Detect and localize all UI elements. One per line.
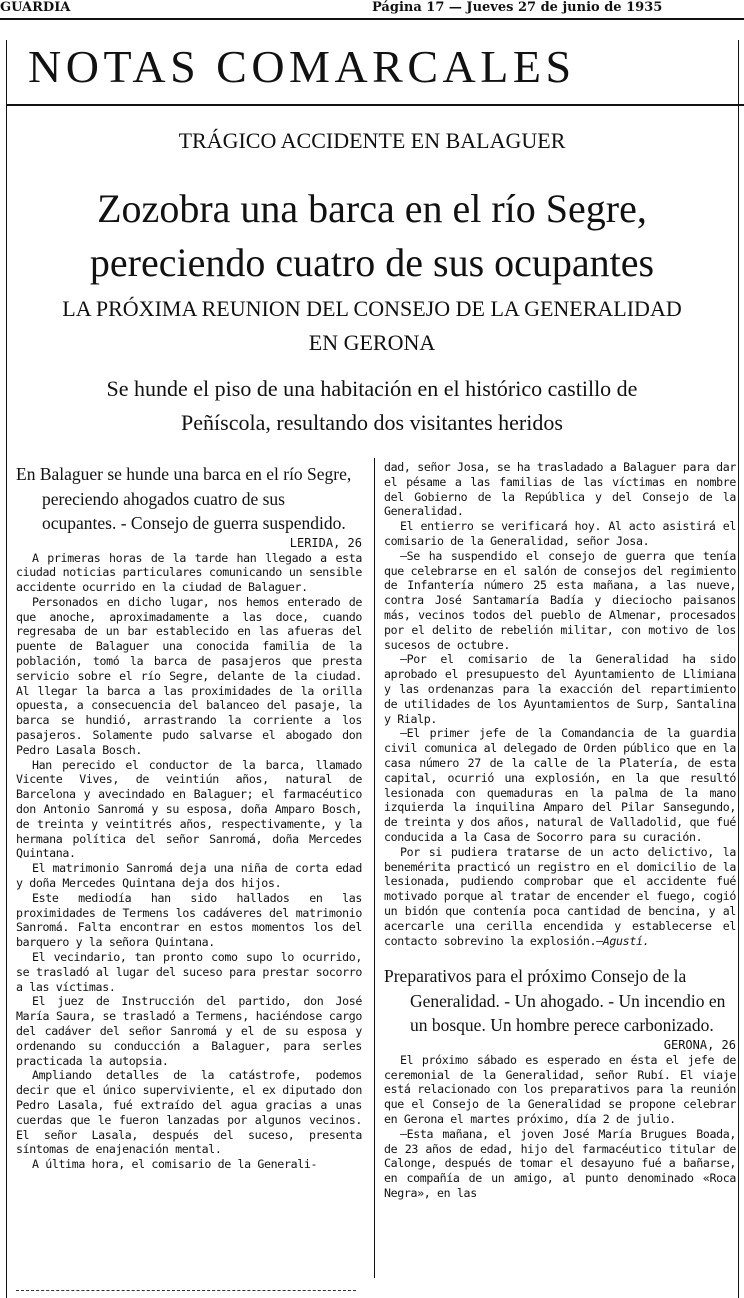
- page-header-bar: [0, 0, 744, 20]
- article1-paragraph: Personados en dicho lugar, nos hemos enterado de que anoche, aproximadamente a las doce, cuando regresaba de un bar establecido en las afueras del puente de Balaguer una conocida familia de la población, tomó la barca de pasajeros que presta servicio sobre el río Segre, delante de la ciudad. Al llegar la barca a las proximidades de la orilla opuesta, a consecuencia del balanceo del pasaje, la barca se hundió, arrastrando la corriente a los pasajeros. Solamente pudo salvarse el abogado don Pedro Lasala Bosch.: [16, 594, 362, 757]
- headline-peniscola-line2: Peñíscola, resultando dos visitantes heridos: [181, 410, 563, 435]
- headline-generalidad-line2: EN GERONA: [308, 330, 436, 355]
- article1-dateline: LERIDA, 26: [289, 535, 362, 550]
- article2-dateline: GERONA, 26: [663, 1037, 736, 1052]
- article1-continued-paragraph: —Por el comisario de la Generalidad ha sido aprobado el presupuesto del Ayuntamiento de Llimiana y las ordenanzas para la exacción del repartimiento de utilidades de los Ayuntamientos de Surp, Santalina y Rialp.: [384, 652, 736, 726]
- article1-signature: Agustí.: [602, 933, 650, 948]
- headline-peniscola-line1: Se hunde el piso de una habitación en el histórico castillo de: [106, 376, 638, 401]
- article2-subhead: Preparativos para el próximo Consejo de la Generalidad. - Un ahogado. - Un incendio en un bosque. Un hombre perece carbonizado.: [384, 966, 726, 1036]
- main-headline-line2: pereciendo cuatro de sus ocupantes: [89, 240, 655, 285]
- column-left: [16, 462, 362, 1172]
- article1-paragraph: El juez de Instrucción del partido, don José María Saura, se trasladó a Termens, haciéndose cargo del cadáver del señor Sanromá y el de su esposa y ordenando su conducción a Balaguer, para serles practicada la autopsia.: [16, 994, 362, 1068]
- article1-paragraph: El vecindario, tan pronto como supo lo ocurrido, se trasladó al lugar del suceso para prestar socorro a las víctimas.: [16, 950, 362, 994]
- article1-paragraph: A última hora, el comisario de la Generali-: [32, 1157, 318, 1172]
- masthead-rule: [6, 104, 744, 106]
- article1-closing-text: Por si pudiera tratarse de un acto delictivo, la benemérita practicó un registro en el domicilio de la lesionada, pudiendo comprobar que el accidente fué motivado porque al tratar de encender el fuego, cogió un bidón que contenía poca cantidad de bencina, y al acercarle una cerilla encendida y establecerse el contacto sobrevino la explosión.—: [384, 844, 736, 948]
- article1-paragraph: A primeras horas de la tarde han llegado a esta ciudad noticias particulares comunicando un sensible accidente ocurrido en la ciudad de Balaguer.: [16, 550, 362, 595]
- article1-subhead: En Balaguer se hunde una barca en el río Segre, pereciendo ahogados cuatro de sus ocupantes. - Consejo de guerra suspendido.: [16, 464, 352, 533]
- article1-continued-paragraph: —El primer jefe de la Comandancia de la guardia civil comunica al delegado de Orden público que en la casa número 27 de la calle de la Platería, de esta capital, ocurrió una explosión, en la que resultó lesionada con quemaduras en la palma de la mano izquierda la inquilina Amparo del Pilar Sansegundo, de treinta y dos años, natural de Valladolid, que fué conducida a la Casa de Socorro para su curación.: [384, 726, 736, 844]
- article1-paragraph: Este mediodía han sido hallados en las proximidades de Termens los cadáveres del matrimonio Sanromá. Falta encontrar en estos momentos los del barquero y la señora Quintana.: [16, 890, 362, 950]
- column-right: [384, 460, 736, 1201]
- article1-paragraph: El matrimonio Sanromá deja una niña de corta edad y doña Mercedes Quintana deja dos hijos.: [16, 861, 362, 891]
- article1-continued-paragraph: [384, 845, 736, 949]
- article2-paragraph: —Esta mañana, el joven José María Brugues Boada, de 23 años de edad, hijo del farmacéutico titular de Calonge, después de tomar el desayuno fué a bañarse, en compañía de un amigo, al punto denominado «Roca Negra», en las: [384, 1126, 736, 1200]
- article1-paragraph: Han perecido el conductor de la barca, llamado Vicente Vives, de veintiún años, natural de Barcelona y avecindado en Balaguer; el farmacéutico don Antonio Sanromá y su esposa, doña Amparo Bosch, de treinta y veintitrés años, respectivamente, y la hermana política del señor Sanromá, doña Mercedes Quintana.: [16, 757, 362, 861]
- article2-paragraph: El próximo sábado es esperado en ésta el jefe de ceremonial de la Generalidad, señor Rubí. El viaje está relacionado con los preparativos para la reunión que el Consejo de la Generalidad se propone celebrar en Gerona el martes próximo, día 2 de julio.: [384, 1052, 736, 1126]
- column-end-rule: [16, 1290, 356, 1291]
- headline-tragic-accident: TRÁGICO ACCIDENTE EN BALAGUER: [178, 128, 566, 153]
- article1-continued-paragraph: El entierro se verificará hoy. Al acto asistirá el comisario de la Generalidad, señor Josa.: [384, 519, 736, 548]
- section-masthead: NOTAS COMARCALES: [28, 41, 576, 92]
- article1-continued-paragraph: dad, señor Josa, se ha trasladado a Balaguer para dar el pésame a las familias de las víctimas en nombre del Gobierno de la República y del Consejo de la Generalidad.: [384, 460, 736, 519]
- main-headline: [0, 182, 744, 290]
- article1-continued-paragraph: —Se ha suspendido el consejo de guerra que tenía que celebrarse en el salón de consejos del regimiento de Infantería número 25 esta mañana, a las nueve, contra José Santamaría Badía y dieciocho paisanos más, vecinos todos del pueblo de Almenar, procesados por el delito de rebelión militar, con motivo de los sucesos de octubre.: [384, 548, 736, 652]
- headline-generalidad: [0, 292, 744, 360]
- headline-peniscola: [0, 372, 744, 440]
- headline-generalidad-line1: LA PRÓXIMA REUNION DEL CONSEJO DE LA GENERALIDAD: [62, 296, 682, 321]
- newspaper-name: GUARDIA: [0, 0, 71, 15]
- page-date: Página 17 — Jueves 27 de junio de 1935: [372, 0, 663, 15]
- column-divider: [374, 458, 375, 1278]
- main-headline-line1: Zozobra una barca en el río Segre,: [97, 186, 647, 231]
- article1-paragraph: Ampliando detalles de la catástrofe, podemos decir que el único superviviente, el ex diputado don Pedro Lasala, fué extraído del agua gracias a unas cuerdas que le fueron lanzadas por algunos vecinos. El señor Lasala, después del suceso, presenta síntomas de enajenación mental.: [16, 1068, 362, 1157]
